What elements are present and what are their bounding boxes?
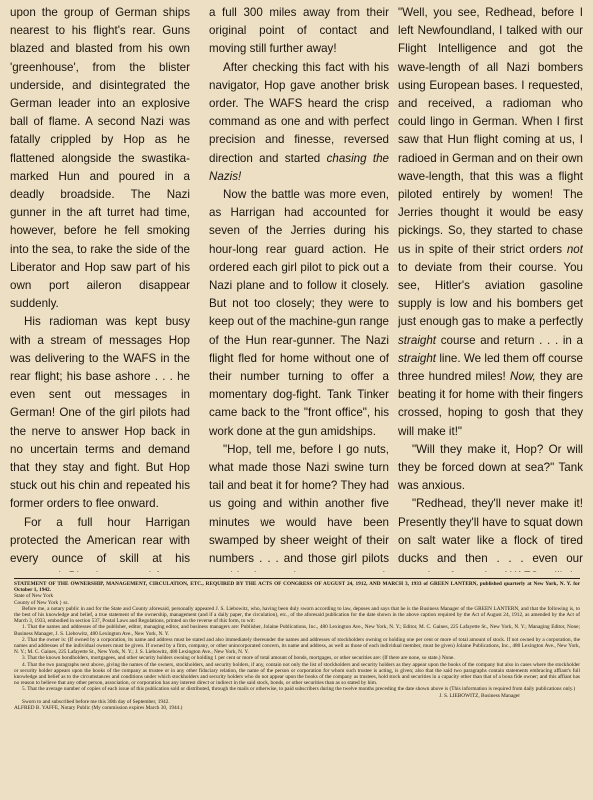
story-paragraph: For a full hour Harrigan protected the American rear with every ounce of skill at his — [10, 515, 190, 566]
statement-paragraph: 4. That the two paragraphs next above, giving the names of the owners, stockholders, and security holders, if any, contain not only the list of stockholders and security holders as they appear upon the books of the company but also in cases where the stockholder or security holder appears upon the books of the company as trustee or in any other fiduciary relation, the name of the person or corporation for whom such trustee is acting, is given; also that the said two paragraphs contain statements embracing affiant's full knowledge and belief as to the circumstances and conditions under which stockholders and security holders who do not appear upon the books of the company as trustees, hold stock and securities in a capacity other than that of a bona fide owner; and this affiant has no reason to believe that any other person, association, or corporation has any interest direct or indirect in the said stock, bonds, or other securities than as so stated by him. — [14, 661, 580, 687]
statement-paragraph: 3. That the known bondholders, mortgagees, and other security holders owning or holding 1 per cent or more of total amount of bonds, mortgages, or other securities are: (If there are none, so state.) None. — [22, 655, 455, 662]
story-paragraph: "Will they make it, Hop? Or will they be forced down at sea?" Tank was anxious. — [398, 442, 583, 493]
story-text: they are beating it for home with their fingers crossed, hoping to gosh that they will make it!" — [398, 370, 583, 438]
story-paragraph: Now the battle was more even, as Harrigan had accounted for seven of the Jerries during his hour-long rear guard action. He ordered each girl pilot to pick out a Nazi plane and to follow it closely. But not too closely; they were to keep out of the machine-gun range of the Hun rear-gunner. The Nazi flight fled for home without one of their number turning to offer a momentary dog-fight. Tank Tinker came back to the "front office", his work done at the gun amidships. — [209, 188, 389, 438]
story-text: course and return . . . in a — [440, 333, 583, 347]
story-text: "Well, you see, Redhead, before I left Newfoundland, I talked with our Flight Intelligence and got the wave-length of all Nazi bombers using European bases. I requested, and received, a radioman who could lingo in German. When I first saw that Hun flight coming at us, I radioed in German and on their own wave-length, that this was a flight piloted entirely by women! The Jerries thought it would be easy pickings. So, they started to chase us in spite of their strict orders — [398, 6, 583, 256]
emphasis-text: chasing the Nazis! — [209, 151, 389, 183]
statement-paragraph: 2. That the owner is: (If owned by a corporation, its name and address must be stated and also immediately thereunder the names and addresses of stockholders owning or holding one per cent or more of total amount of stock. If not owned by a corporation, the names and addresses of the individual owners must be given. If owned by a firm, company, or other unincorporated concern, its name and address, as well as those of each individual member, must be given) Jolaine Publications, Inc., 480 Lexington Ave., New York, N. Y.; M. C. Gaines, 225 Lafayette St., New York, N. Y.; J. S. Liebowitz, 480 Lexington Ave., New York, N. Y. — [14, 636, 580, 656]
statement-sworn: Sworn to and subscribed before me this 30th day of September, 1942. — [22, 698, 170, 705]
story-column-3 — [398, 4, 583, 572]
story-paragraph: "Hop, tell me, before I go nuts, what made those Nazi swine turn tail and beat it for home? They had us going and within another five minutes we would have been swamped by sheer weight of their numbers . . . and those girl pilots — [209, 442, 389, 566]
story-paragraph: a full 300 miles away from their original point of contact and moving still further away! — [209, 6, 389, 56]
story-columns — [10, 4, 586, 572]
statement-signature: J. S. LIEBOWITZ, Business Manager — [439, 692, 520, 699]
story-text: to deviate from their course. You see, Hitler's aviation gasoline supply is low and his bombers get just enough gas to make a perfectly — [398, 260, 583, 329]
statement-paragraph: 1. That the names and addresses of the publisher, editor, managing editor, and business managers are: Publisher, Jolaine Publications, Inc., 480 Lexington Ave., New York, N. Y.; Editor, M. C. Gaines, 225 Lafayette St., New York, N. Y.; Managing Editor, None; Business Manager, J. S. Liebowitz, 480 Lexington Ave., New York, N. Y. — [14, 624, 580, 637]
story-paragraph: His radioman was kept busy with a stream of messages Hop was delivering to the WAFS in the rear flight; his base ashore . . . he even sent out messages in German! One of the girl pilots had the nerve to answer Hop back in no uncertain terms and demand that they stay and fight. But Hop stuck out his chin and repeated his former orders to flee onward. — [10, 315, 190, 511]
story-paragraph: upon the group of German ships nearest to his flight's rear. Guns blazed and blasted from his own 'greenhouse', from the blister underside, and disintegrated the German leader into an explosive ball of flame. A second Nazi was fatally crippled by Hop as he flattened alongside the swastika-marked Hun and poured in a deadly broadside. The Nazi gunner in the aft turret had time, however, before he fell smoking into the sea, to rake the side of the Liberator and Hop saw part of his own port aileron disappear suddenly. — [10, 6, 190, 311]
story-column-1 — [10, 4, 190, 572]
story-text: line. We led them off course three hundred miles! — [398, 351, 583, 384]
story-paragraph — [209, 59, 389, 186]
story-paragraph: "Redhead, they'll never make it! Presently they'll have to squat down on salt water like a flock of tired ducks and then . . . even our — [398, 497, 583, 566]
statement-paragraph: Before me, a notary public in and for the State and County aforesaid, personally appeared J. S. Liebowitz, who, having been duly sworn according to law, deposes and says that he is the Business Manager of the GREEN LANTERN, and that the following is, to the best of his knowledge and belief, a true statement of the ownership, management (and if a daily paper, the circulation), etc., of the aforesaid publication for the date shown in the above caption required by the Act of August 24, 1912, as amended by the Act of March 3, 1933, embodied in section 537, Postal Laws and Regulations, printed on the reverse of this form, to wit: — [14, 605, 580, 625]
statement-venue: County of New York } ss. — [14, 599, 69, 606]
ownership-statement — [14, 578, 580, 793]
emphasis-text: not — [566, 242, 583, 256]
statement-notary: ALFRED B. YAFFE, Notary Public (My commission expires March 30, 1944.) — [14, 705, 183, 712]
story-text: After checking this fact with his navigator, Hop gave another brisk order. The WAFS heard the crisp command as one and with perfect precision and finesse, reversed direction and started — [209, 60, 389, 165]
statement-heading: STATEMENT OF THE OWNERSHIP, MANAGEMENT, CIRCULATION, ETC., REQUIRED BY THE ACTS OF CONGRESS OF AUGUST 24, 1912, AND MARCH 3, 1933 of GREEN LANTERN, published quarterly at New York, N. Y. for October 1, 1942. — [14, 581, 580, 594]
statement-venue: State of New York — [14, 593, 54, 600]
story-column-2 — [209, 4, 389, 572]
emphasis-text: straight — [398, 351, 437, 365]
story-paragraph — [398, 4, 583, 441]
statement-paragraph: 5. That the average number of copies of each issue of this publication sold or distributed, through the mails or otherwise, to paid subscribers during the twelve months preceding the date shown above is (This information is required from daily publications only.) — [22, 686, 576, 693]
emphasis-text: straight — [398, 333, 437, 347]
emphasis-text: Now, — [510, 370, 536, 384]
